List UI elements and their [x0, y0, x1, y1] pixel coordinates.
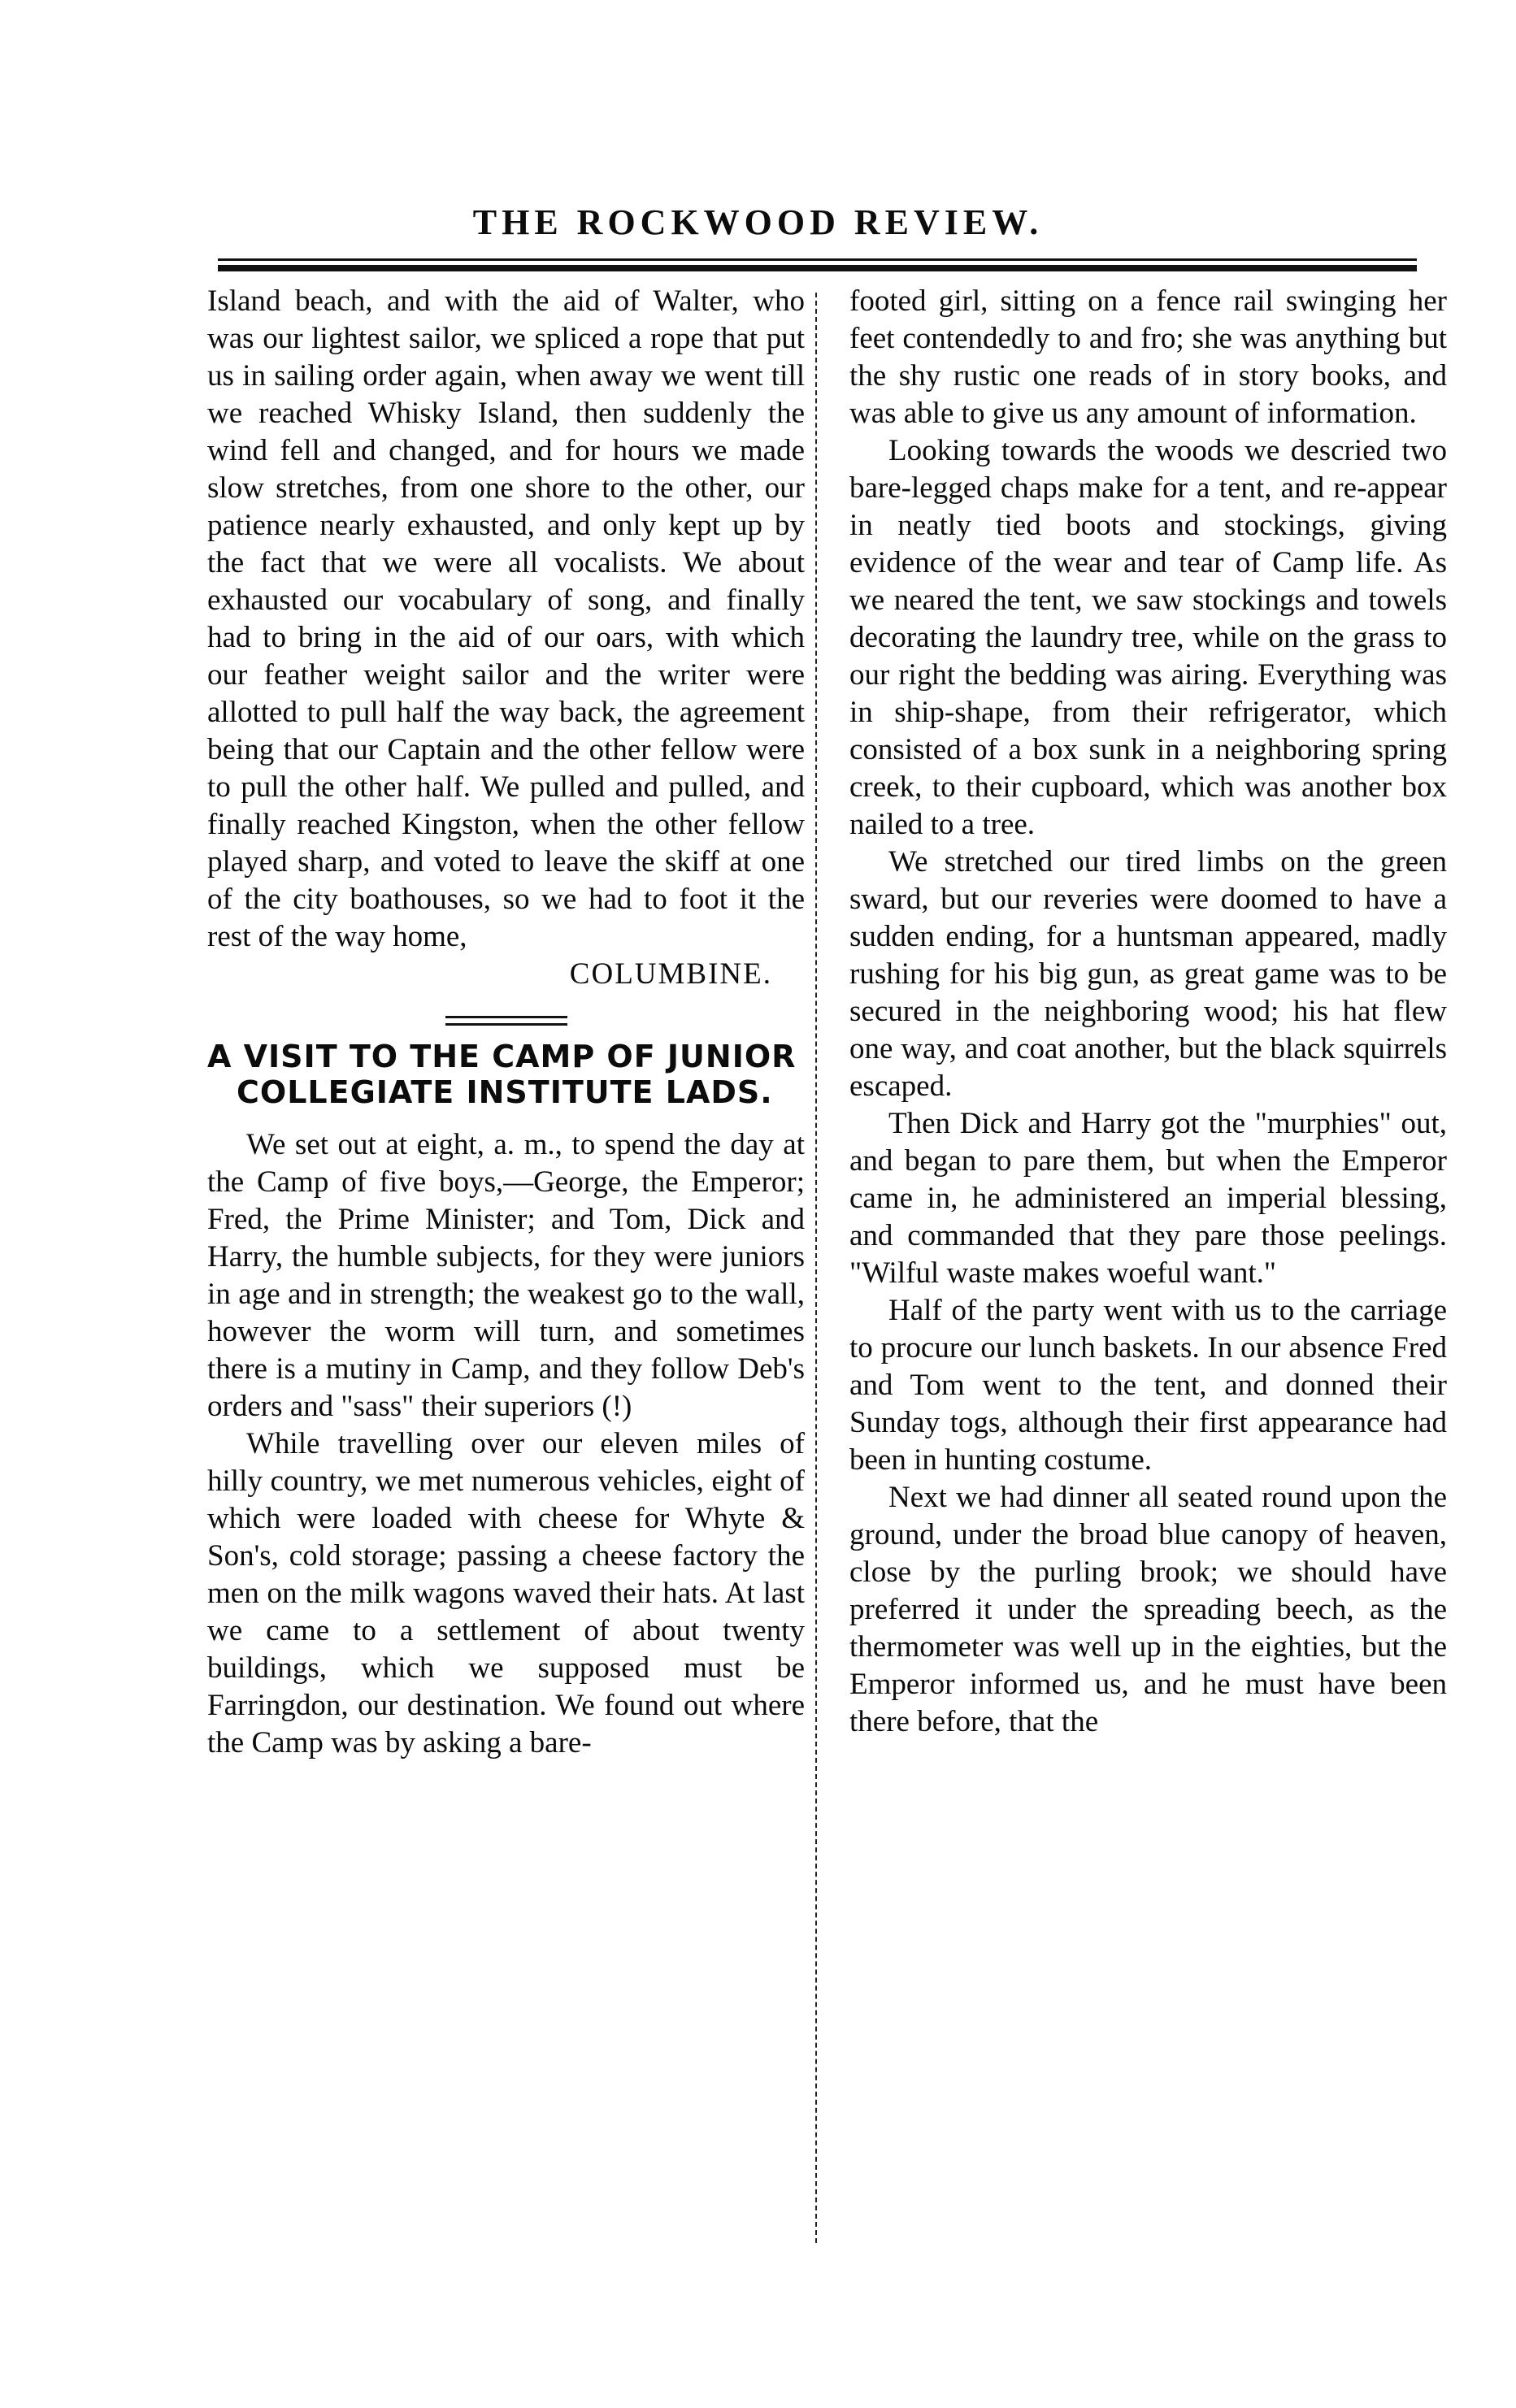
header-rule-thick [218, 265, 1417, 271]
left-continued-paragraph: Island beach, and with the aid of Walter, who was our lightest sailor, we spliced a rope that put us in sailing order again, when away we went till we reached Whisky Island, then suddenly the wind fell and changed, and for hours we made slow stretches, from one shore to the other, our patience nearly exhausted, and only kept up by the fact that we were all vocalists. We about exhausted our vocabulary of song, and finally had to bring in the aid of our oars, with which our feather weight sailor and the writer were allotted to pull half the way back, the agreement being that our Captain and the other fellow were to pull the other half. We pulled and pulled, and finally reached Kingston, when the other fellow played sharp, and voted to leave the skiff at one of the city boathouses, so we had to foot it the rest of the way home, [207, 284, 805, 953]
right-paragraph-3: Then Dick and Harry got the "murphies" out, and began to pare them, but when the Emperor came in, he administered an imperial blessing, and commanded that they pare those peelings. "Wilful waste makes woeful want." [849, 1107, 1447, 1290]
article-paragraph-1: We set out at eight, a. m., to spend the day at the Camp of five boys,—George, the Emperor; Fred, the Prime Minister; and Tom, Dick and Harry, the humble subjects, for they were juniors in age and in strength; the weakest go to the wall, however the worm will turn, and sometimes there is a mutiny in Camp, and they follow Deb's orders and "sass" their superiors (!) [207, 1128, 805, 1423]
right-paragraph-5: Next we had dinner all seated round upon the ground, under the broad blue canopy of heaven, close by the purling brook; we should have preferred it under the spreading beech, as the thermometer was well up in the eighties, but the Emperor informed us, and he must have been there before, that the [849, 1481, 1447, 1738]
right-paragraph-2: We stretched our tired limbs on the green sward, but our reveries were doomed to have a sudden ending, for a huntsman appeared, madly rushing for his big gun, as great game was to be secured in the neighboring wood; his hat flew one way, and coat another, but the black squirrels escaped. [849, 845, 1447, 1103]
right-paragraph-1: Looking towards the woods we descried two bare-legged chaps make for a tent, and re-appear in neatly tied boots and stockings, giving evidence of the wear and tear of Camp life. As we neared the tent, we saw stockings and towels decorating the laundry tree, while on the grass to our right the bedding was airing. Everything was in ship-shape, from their refrigerator, which consisted of a box sunk in a neighboring spring creek, to their cupboard, which was another box nailed to a tree. [849, 434, 1447, 841]
header-rule-thin [218, 258, 1417, 261]
author-signature: COLUMBINE. [569, 957, 772, 991]
left-column [207, 283, 805, 1762]
section-separator [445, 1016, 567, 1026]
right-column [849, 283, 1447, 1741]
article-headline [207, 1039, 805, 1110]
article-paragraph-2: While travelling over our eleven miles of hilly country, we met numerous vehicles, eight of which were loaded with cheese for Whyte & Son's, cold storage; passing a cheese factory the men on the milk wagons waved their hats. At last we came to a settlement of about twenty buildings, which we supposed must be Farringdon, our destination. We found out where the Camp was by asking a bare- [207, 1427, 805, 1759]
right-paragraph-4: Half of the party went with us to the carriage to procure our lunch baskets. In our absence Fred and Tom went to the tent, and donned their Sunday togs, although their first appearance had been in hunting costume. [849, 1294, 1447, 1477]
page-header: THE ROCKWOOD REVIEW. [472, 202, 1044, 242]
headline-line-2: COLLEGIATE INSTITUTE LADS. [237, 1074, 773, 1110]
headline-line-1: A VISIT TO THE CAMP OF JUNIOR [207, 1039, 797, 1074]
right-continued-paragraph: footed girl, sitting on a fence rail swinging her feet contendedly to and fro; she was anything but the shy rustic one reads of in story books, and was able to give us any amount of information. [849, 284, 1447, 430]
column-divider [815, 293, 817, 2243]
